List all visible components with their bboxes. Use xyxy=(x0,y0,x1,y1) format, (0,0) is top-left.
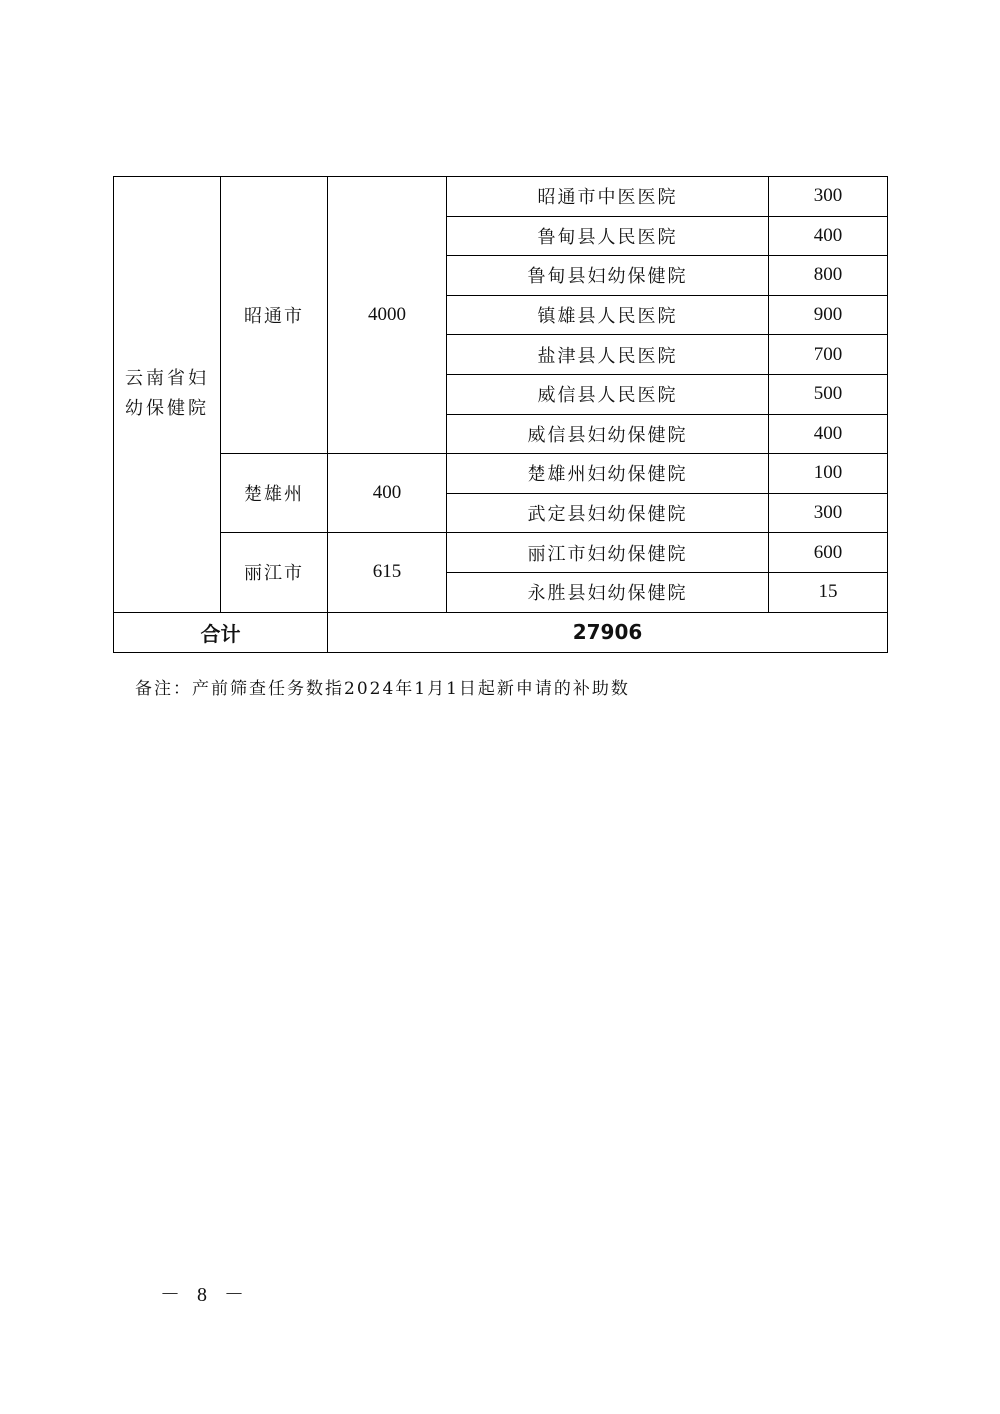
count-cell: 800 xyxy=(769,256,888,296)
count-cell: 400 xyxy=(769,216,888,256)
total-label: 合计 xyxy=(114,612,328,652)
count-cell: 900 xyxy=(769,295,888,335)
hospital-cell: 楚雄州妇幼保健院 xyxy=(447,454,769,494)
city-total-cell: 615 xyxy=(328,533,447,612)
count-cell: 600 xyxy=(769,533,888,573)
count-cell: 400 xyxy=(769,414,888,454)
hospital-cell: 昭通市中医医院 xyxy=(447,177,769,217)
city-cell: 丽江市 xyxy=(221,533,328,612)
city-cell: 楚雄州 xyxy=(221,454,328,533)
footnote: 备注：产前筛查任务数指2024年1月1日起新申请的补助数 xyxy=(135,679,630,699)
count-cell: 300 xyxy=(769,177,888,217)
count-cell: 300 xyxy=(769,493,888,533)
hospital-cell: 盐津县人民医院 xyxy=(447,335,769,375)
city-total-cell: 4000 xyxy=(328,177,447,454)
hospital-cell: 威信县妇幼保健院 xyxy=(447,414,769,454)
total-value: 27906 xyxy=(328,612,888,652)
city-total-cell: 400 xyxy=(328,454,447,533)
hospital-cell: 永胜县妇幼保健院 xyxy=(447,572,769,612)
count-cell: 100 xyxy=(769,454,888,494)
hospital-cell: 镇雄县人民医院 xyxy=(447,295,769,335)
page-number: － 8 － xyxy=(160,1284,250,1306)
count-cell: 700 xyxy=(769,335,888,375)
count-cell: 500 xyxy=(769,374,888,414)
table-row xyxy=(114,533,888,573)
hospital-cell: 武定县妇幼保健院 xyxy=(447,493,769,533)
city-cell: 昭通市 xyxy=(221,177,328,454)
hospital-cell: 丽江市妇幼保健院 xyxy=(447,533,769,573)
table-row xyxy=(114,454,888,494)
count-cell: 15 xyxy=(769,572,888,612)
hospital-cell: 威信县人民医院 xyxy=(447,374,769,414)
quota-table xyxy=(113,176,888,653)
hospital-cell: 鲁甸县妇幼保健院 xyxy=(447,256,769,296)
organization-cell: 云南省妇幼保健院 xyxy=(114,177,221,613)
table-row xyxy=(114,177,888,217)
total-row xyxy=(114,612,888,652)
hospital-cell: 鲁甸县人民医院 xyxy=(447,216,769,256)
